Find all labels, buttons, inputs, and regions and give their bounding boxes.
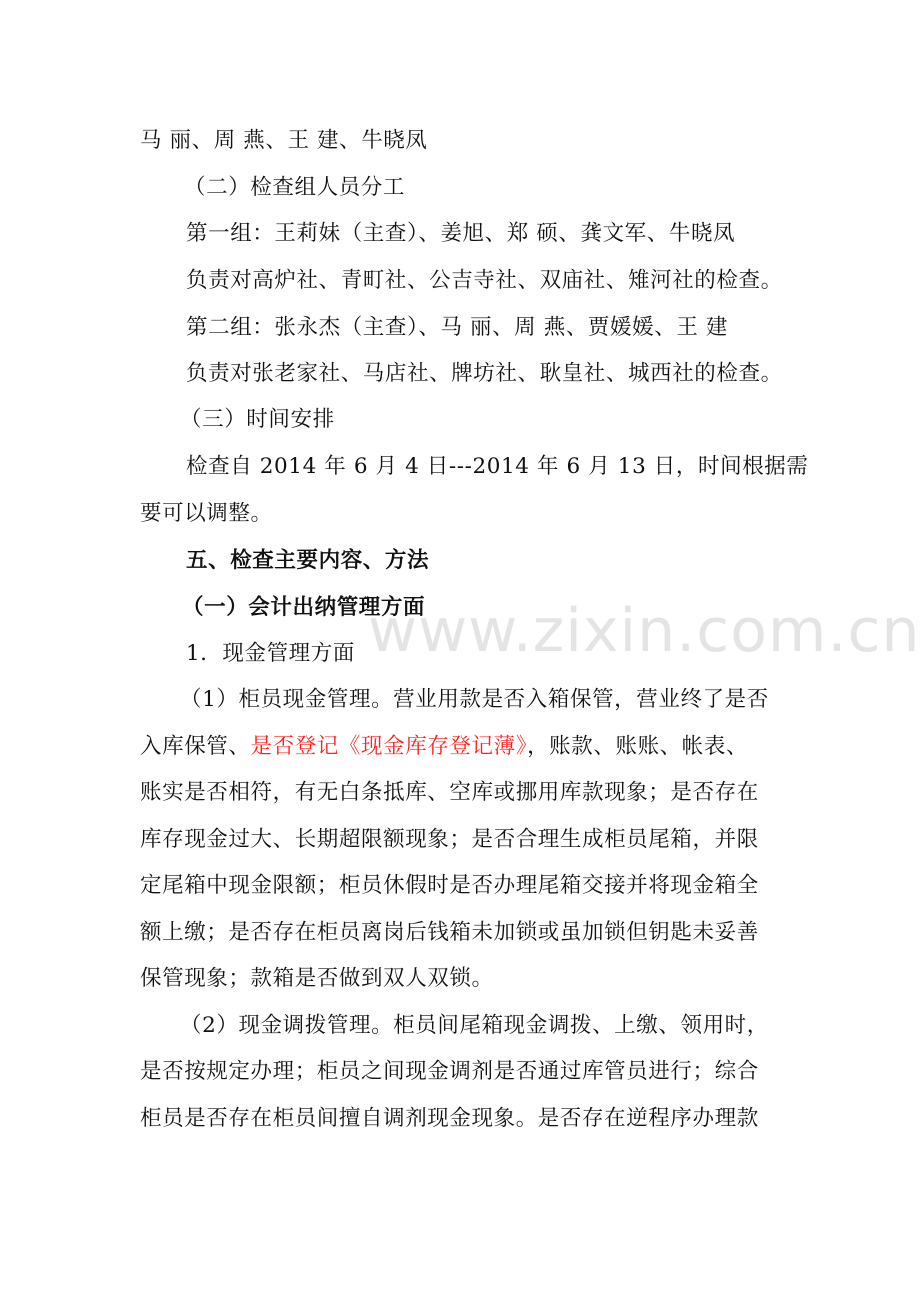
paragraph-1-line-3: 账实是否相符，有无白条抵库、空库或挪用库款现象；是否存在 [140,780,759,805]
paragraph-1-line-2-a: 入库保管、 [140,734,251,759]
paragraph-1-line-2 [140,732,748,762]
paragraph-1-line-4: 库存现金过大、长期超限额现象；是否合理生成柜员尾箱，并限 [140,827,759,852]
paragraph-1-line-1: （1）柜员现金管理。营业用款是否入箱保管，营业终了是否 [180,687,769,712]
text-line-group1: 第一组：王莉妹（主查）、姜旭、郑 硕、龚文军、牛晓凤 [186,221,736,246]
section-heading-2: （二）检查组人员分工 [184,175,406,200]
text-line-group2: 第二组：张永杰（主查）、马 丽、周 燕、贾媛媛、王 建 [186,315,728,340]
text-line-group1-duty: 负责对高炉社、青町社、公吉寺社、双庙社、雉河社的检查。 [186,268,783,293]
text-line-schedule: 检查自 2014 年 6 月 4 日---2014 年 6 月 13 日，时间根据需 [186,454,809,479]
paragraph-2-line-3: 柜员是否存在柜员间擅自调剂现金现象。是否存在逆程序办理款 [140,1106,759,1131]
paragraph-2-line-2: 是否按规定办理；柜员之间现金调剂是否通过库管员进行；综合 [140,1059,759,1084]
paragraph-1-line-2-b: ，账款、账账、帐表、 [527,734,749,759]
text-line-1: 马 丽、周 燕、王 建、牛晓凤 [140,128,428,153]
text-line-schedule-cont: 要可以调整。 [140,501,273,526]
paragraph-2-line-1: （2）现金调拨管理。柜员间尾箱现金调拨、上缴、领用时， [180,1013,769,1038]
chapter-heading-5: 五、检查主要内容、方法 [186,548,430,573]
paragraph-1-line-7: 保管现象；款箱是否做到双人双锁。 [140,966,494,991]
paragraph-1-line-5: 定尾箱中现金限额；柜员休假时是否办理尾箱交接并将现金箱全 [140,873,759,898]
paragraph-1-line-6: 额上缴；是否存在柜员离岗后钱箱未加锁或虽加锁但钥匙未妥善 [140,920,759,945]
watermark: www.zixin.com.cn [368,596,920,666]
subsection-heading-1: （一）会计出纳管理方面 [182,595,426,620]
item-heading-cash: 1．现金管理方面 [186,641,355,666]
section-heading-3: （三）时间安排 [180,407,335,432]
highlighted-text: 是否登记《现金库存登记薄》 [250,734,528,759]
text-line-group2-duty: 负责对张老家社、马店社、牌坊社、耿皇社、城西社的检查。 [186,361,783,386]
